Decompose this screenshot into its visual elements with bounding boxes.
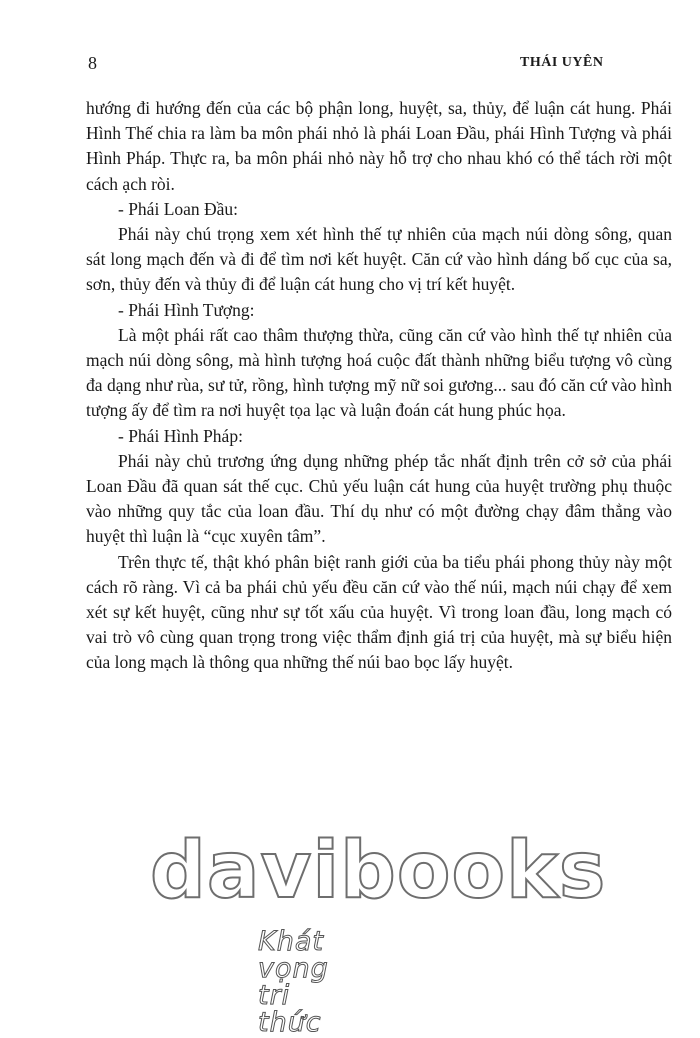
subheading-loan-dau: - Phái Loan Đầu: [118,198,239,219]
subheading-hinh-tuong: - Phái Hình Tượng: [118,299,255,320]
subheading-hinh-phap: - Phái Hình Pháp: [118,425,243,446]
watermark-logo: davibooks [150,826,607,916]
paragraph-hinh-tuong: Là một phái rất cao thâm thượng thừa, cũng căn cứ vào hình thế tự nhiên của mạch núi dòng sông, mà hình tượng hoá cuộc đất thành những biểu tượng vô cùng đa dạng như rùa, sư tử, rồng, hình tượng mỹ nữ soi gương... sau đó căn cứ vào hình tượng ấy để tìm ra nơi huyệt tọa lạc và luận đoán cát hung phúc họa. [86,324,672,421]
running-title: THÁI UYÊN [520,55,604,70]
body-text [86,96,672,676]
paragraph-loan-dau: Phái này chú trọng xem xét hình thế tự nhiên của mạch núi dòng sông, quan sát long mạch đến và đi để tìm nơi kết huyệt. Căn cứ vào hình dáng bố cục của sa, sơn, thủy đến và thủy đi để luận cát hung cho vị trí kết huyệt. [86,224,672,295]
paragraph-continued: hướng đi hướng đến của các bộ phận long, huyệt, sa, thủy, để luận cát hung. Phái Hình Thế chia ra làm ba môn phái nhỏ là phái Loan Đầu, phái Hình Tượng và phái Hình Pháp. Thực ra, ba môn phái nhỏ này hỗ trợ cho nhau khó có thể tách rời một cách ạch ròi. [86,98,672,194]
page-number: 8 [88,53,97,73]
watermark-tagline: Khát vọng tri thức [258,926,329,1038]
paragraph-hinh-phap: Phái này chủ trương ứng dụng những phép tắc nhất định trên cở sở của phái Loan Đầu đã quan sát thế cục. Chủ yếu luận cát hung của huyệt trường phụ thuộc vào những quy tắc của loan đầu. Thí dụ như có một đường chạy đâm thẳng vào huyệt thì luận là “cục xuyên tâm”. [86,450,672,547]
paragraph-conclusion: Trên thực tế, thật khó phân biệt ranh giới của ba tiểu phái phong thủy này một cách rõ ràng. Vì cả ba phái chủ yếu đều căn cứ vào thế núi, mạch núi chạy để xem xét sự kết huyệt, cũng như sự tốt xấu của huyệt. Vì trong loan đầu, long mạch có vai trò vô cùng quan trọng trong việc thẩm định giá trị của huyệt, mà sự biểu hiện của long mạch là thông qua những thế núi bao bọc lấy huyệt. [86,551,672,673]
